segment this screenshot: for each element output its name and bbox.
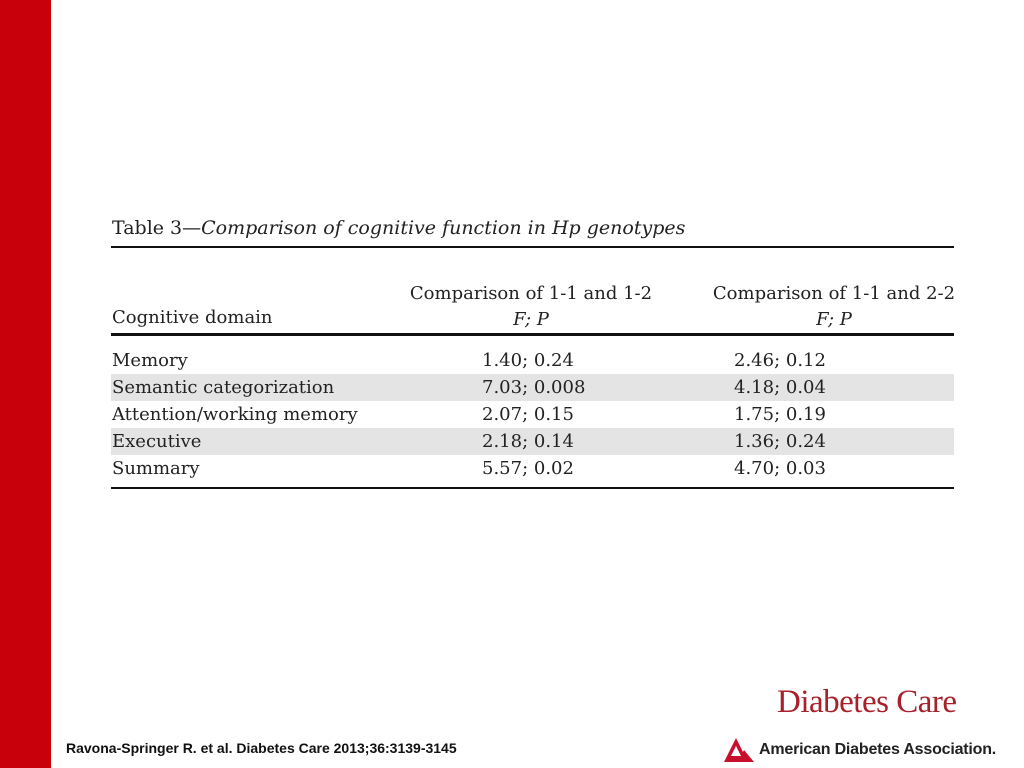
table-bottom-rule <box>111 487 954 489</box>
row-value-col2: 4.18; 0.04 <box>734 377 826 398</box>
table-title-caption: Comparison of cognitive function in Hp genotypes <box>201 217 686 239</box>
row-value-col1: 2.18; 0.14 <box>482 431 574 452</box>
row-value-col2: 1.75; 0.19 <box>734 404 826 425</box>
header-col2-title: Comparison of 1-1 and 2-2 <box>712 283 956 304</box>
ada-triangle-icon <box>724 737 754 763</box>
row-domain: Summary <box>112 458 200 479</box>
header-col2-subtitle: F; P <box>816 309 852 330</box>
table-body <box>111 336 954 482</box>
row-domain: Semantic categorization <box>112 377 335 398</box>
table-row <box>111 455 954 482</box>
table-header <box>111 248 954 333</box>
header-col1-subtitle: F; P <box>513 309 549 330</box>
table-row <box>111 347 954 374</box>
table-row <box>111 401 954 428</box>
ada-logo <box>724 736 996 764</box>
header-comparison-1-1-vs-1-2 <box>391 281 671 333</box>
row-domain: Attention/working memory <box>112 404 358 425</box>
row-value-col2: 2.46; 0.12 <box>734 350 826 371</box>
row-value-col2: 1.36; 0.24 <box>734 431 826 452</box>
side-accent-bar <box>0 0 51 768</box>
journal-logo: Diabetes Care <box>777 684 957 720</box>
row-value-col1: 7.03; 0.008 <box>482 377 586 398</box>
row-value-col1: 1.40; 0.24 <box>482 350 574 371</box>
header-comparison-1-1-vs-2-2 <box>689 281 979 333</box>
header-cognitive-domain: Cognitive domain <box>112 307 273 328</box>
table-3 <box>111 214 954 489</box>
row-domain: Memory <box>112 350 188 371</box>
table-row <box>111 374 954 401</box>
row-value-col1: 2.07; 0.15 <box>482 404 574 425</box>
table-row <box>111 428 954 455</box>
row-value-col2: 4.70; 0.03 <box>734 458 826 479</box>
citation: Ravona-Springer R. et al. Diabetes Care 2013;36:3139-3145 <box>66 740 457 756</box>
header-col1-title: Comparison of 1-1 and 1-2 <box>409 283 653 304</box>
table-title <box>111 214 954 242</box>
row-domain: Executive <box>112 431 202 452</box>
row-value-col1: 5.57; 0.02 <box>482 458 574 479</box>
association-name: American Diabetes Association. <box>759 741 997 758</box>
table-title-prefix: Table 3— <box>112 217 202 239</box>
